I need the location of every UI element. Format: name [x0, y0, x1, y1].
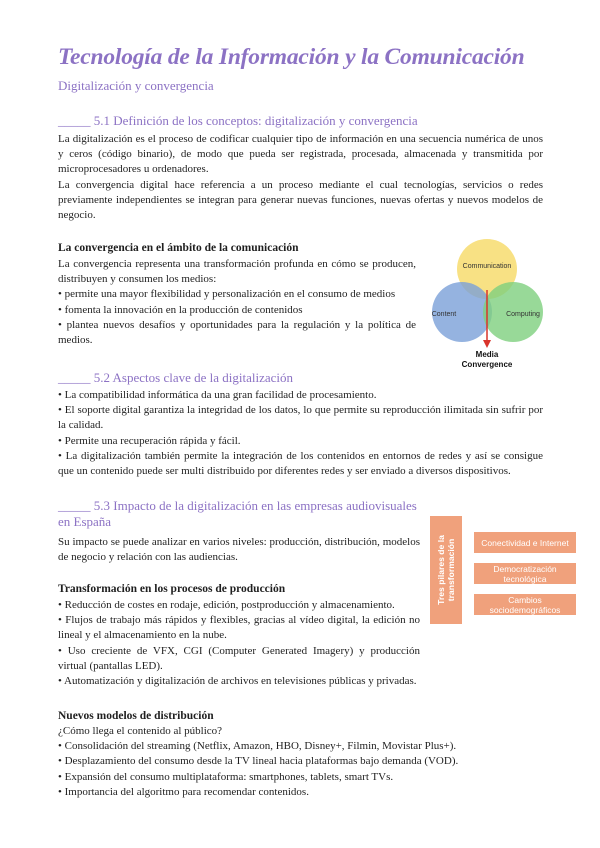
pillars-vertical-line-1: Tres pilares de la: [436, 535, 446, 605]
pillars-vertical-text: [436, 535, 456, 605]
subheading-transformacion-produccion: Transformación en los procesos de producción: [58, 583, 286, 595]
aspectos-bullet-list: [58, 388, 543, 479]
list-item: • La digitalización también permite la integración de los contenidos en entornos de redes y así se consigue que un contenido puede ser multi distribuido por diferentes redes y ser enviado a diversos dispositivos.: [58, 449, 543, 479]
produccion-block: [58, 598, 420, 689]
subheading-convergencia-comunicacion: La convergencia en el ámbito de la comunicación: [58, 242, 299, 254]
distribucion-bullet-list: [58, 739, 548, 800]
list-item: • Desplazamiento del consumo desde la TV lineal hacia plataformas bajo demanda (VOD).: [58, 754, 548, 769]
list-item: • Reducción de costes en rodaje, edición, postproducción y almacenamiento.: [58, 598, 420, 613]
section-5-2-body: [58, 388, 543, 479]
convergence-arrow-icon: [483, 340, 491, 348]
paragraph-impacto: Su impacto se puede analizar en varios niveles: producción, distribución, modelos de negocio y relación con las audiencias.: [58, 536, 420, 564]
list-item: • Uso creciente de VFX, CGI (Computer Generated Imagery) y producción virtual (pantallas LED).: [58, 644, 420, 674]
distribucion-block: [58, 724, 548, 800]
page-subtitle: Digitalización y convergencia: [58, 78, 214, 93]
venn-label-left: Content: [431, 311, 457, 318]
section-heading-5-3: _____ 5.3 Impacto de la digitalización en las empresas audiovisuales en España: [58, 498, 417, 529]
pillar-conectividad: Conectividad e Internet: [474, 532, 576, 553]
paragraph-convergencia-medios: La convergencia representa una transformación profunda en cómo se producen, distribuyen y consumen los medios:: [58, 258, 416, 286]
list-item: • Flujos de trabajo más rápidos y flexibles, gracias al vídeo digital, la edición no lineal y el almacenamiento en la nube.: [58, 613, 420, 643]
page-title: Tecnología de la Información y la Comunicación: [58, 44, 525, 70]
list-item: • La compatibilidad informática da una gran facilidad de procesamiento.: [58, 388, 543, 403]
list-item: • permite una mayor flexibilidad y personalización en el consumo de medios: [58, 287, 416, 302]
pillar-democratizacion: Democratización tecnológica: [474, 563, 576, 584]
paragraph-convergencia: La convergencia digital hace referencia a un proceso mediante el cual tecnologías, servicios o redes previamente independientes se integran para generar nuevas funciones, nuevas ofertas y nuevos modelos de negocio.: [58, 178, 543, 222]
subheading-nuevos-modelos: Nuevos modelos de distribución: [58, 710, 214, 722]
pillar-cambios: Cambios sociodemográficos: [474, 594, 576, 615]
list-item: • Permite una recuperación rápida y fácil.: [58, 434, 543, 449]
venn-label-top: Communication: [462, 263, 512, 270]
pillars-vertical-label: [430, 516, 462, 624]
pillars-vertical-line-2: transformación: [446, 538, 456, 602]
distribucion-question: ¿Cómo llega el contenido al público?: [58, 725, 223, 737]
list-item: • Consolidación del streaming (Netflix, Amazon, HBO, Disney+, Filmin, Movistar Plus+).: [58, 739, 548, 754]
section-heading-5-1: _____ 5.1 Definición de los conceptos: digitalización y convergencia: [58, 113, 418, 128]
venn-label-right: Computing: [506, 311, 540, 318]
list-item: • Expansión del consumo multiplataforma: smartphones, tablets, smart TVs.: [58, 770, 548, 785]
list-item: • Automatización y digitalización de archivos en televisiones públicas y privadas.: [58, 674, 420, 689]
list-item: • plantea nuevos desafíos y oportunidades para la regulación y la política de medios.: [58, 318, 416, 348]
section-5-1-body: [58, 132, 543, 223]
convergencia-block: [58, 257, 416, 348]
convergencia-bullet-list: [58, 287, 416, 348]
media-convergence-venn-diagram: [426, 236, 552, 372]
list-item: • Importancia del algoritmo para recomendar contenidos.: [58, 785, 548, 800]
venn-label-bottom-1: Media: [475, 350, 499, 359]
produccion-bullet-list: [58, 598, 420, 689]
venn-label-bottom-2: Convergence: [461, 360, 513, 369]
paragraph-digitalizacion: La digitalización es el proceso de codificar cualquier tipo de información en una secuencia numérica de unos y ceros (código binario), de modo que pueda ser registrada, procesada, almacenada y transmitida por microprocesadores u ordenadores.: [58, 133, 543, 176]
list-item: • El soporte digital garantiza la integridad de los datos, lo que permite su reproducción ilimitada sin sufrir por la calidad.: [58, 403, 543, 433]
list-item: • fomenta la innovación en la producción de contenidos: [58, 303, 416, 318]
section-heading-5-2: _____ 5.2 Aspectos clave de la digitalización: [58, 370, 294, 385]
